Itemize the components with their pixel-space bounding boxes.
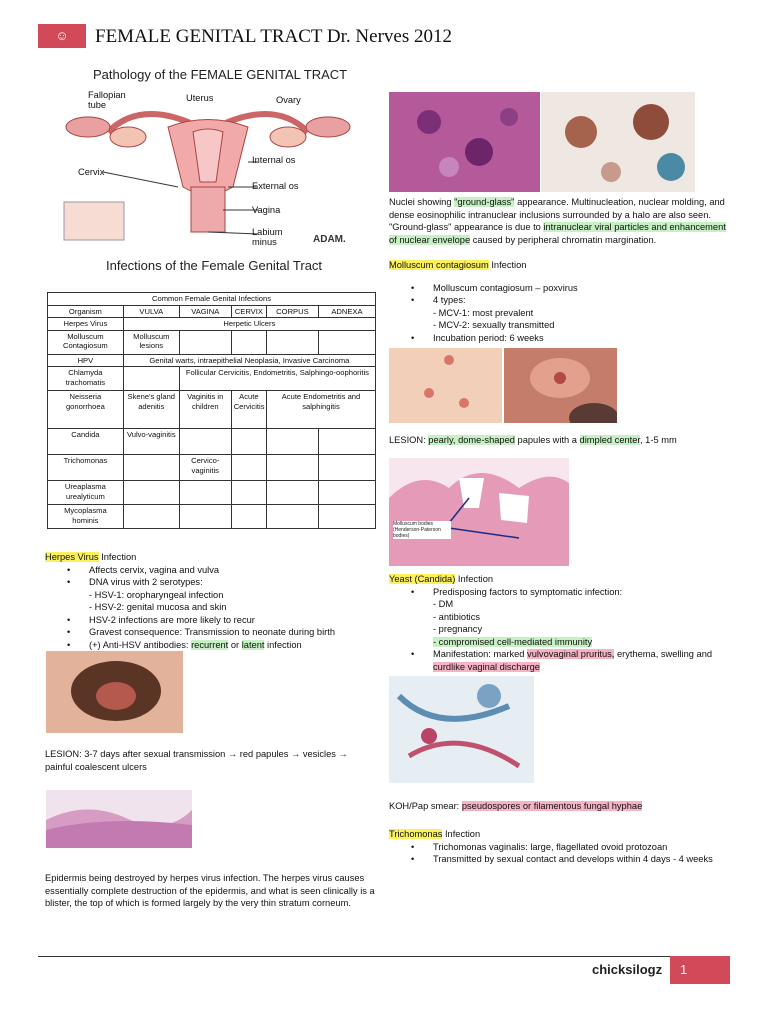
label-internal-os: Internal os — [252, 155, 296, 165]
molluscum-lesion-text: LESION: pearly, dome-shaped papules with a dimpled center, 1-5 mm — [389, 435, 677, 445]
ground-glass-caption: Nuclei showing "ground-glass" appearance. Multinucleation, nuclear molding, and dense eosinophilic intranuclear inclusions surrounded by a halo are also seen. "Ground-glass" appearance is due to intranuclear viral particles and enhancement of nuclear envelope caused by peripheral chromatin margination. — [389, 197, 726, 245]
label-external-os: External os — [252, 181, 299, 191]
herpes-lesion-photo — [46, 651, 183, 733]
table-row: Chlamyda trachomatis Follicular Cervicitis, Endometritis, Salphingo-oophoritis — [48, 367, 376, 391]
table-row: Mycoplasma hominis — [48, 505, 376, 529]
footer-divider — [38, 956, 730, 957]
molluscum-histology — [389, 458, 569, 566]
label-uterus: Uterus — [186, 93, 214, 103]
table-caption: Common Female Genital Infections — [48, 293, 376, 306]
label-cervix: Cervix — [78, 167, 105, 177]
smiley-icon: ☺ — [55, 28, 69, 43]
epidermis-caption: Epidermis being destroyed by herpes virus infection. The herpes virus causes essentially complete destruction of the epidermis, and what is seen clinically is a blister, the top of which is formed largely by the very thin stratum corneum. — [45, 873, 375, 908]
anatomy-diagram — [48, 92, 368, 252]
epidermis-histology — [46, 790, 192, 848]
th-corpus: CORPUS — [266, 305, 318, 318]
histology-label: Molluscum bodies (Henderson-Paterson bodies) — [393, 521, 451, 539]
molluscum-lesion-photo — [504, 348, 617, 423]
table-header-row — [48, 305, 376, 318]
label-vagina: Vagina — [252, 205, 281, 215]
table-row: Ureaplasma urealyticum — [48, 481, 376, 505]
herpes-section: Herpes Virus Infection • Affects cervix, vagina and vulva • DNA virus with 2 serotypes: - HSV-1: oropharyngeal infection - HSV-2: genital mucosa and skin • HSV-2 infections are more likely to recur • Gravest consequence: Transmission to neonate during birth • (+) Anti-HSV antibodies: recurrent or latent infection — [45, 551, 375, 651]
molluscum-section: Molluscum contagiosum Infection • Molluscum contagiosum – poxvirus • 4 types: - MCV-1: most prevalent - MCV-2: sexually transmitted • Incubation period: 6 weeks — [389, 259, 731, 344]
th-vagina: VAGINA — [179, 305, 231, 318]
table-row: Candida Vulvo-vaginitis — [48, 429, 376, 455]
table-row: Trichomonas Cervico-vaginitis — [48, 455, 376, 481]
pap-smear-cells — [541, 92, 695, 192]
page-title: FEMALE GENITAL TRACT Dr. Nerves 2012 — [95, 26, 452, 47]
label-ovary: Ovary — [276, 95, 301, 105]
table-row: Molluscum Contagiosum Molluscum lesions — [48, 330, 376, 354]
pathology-heading: Pathology of the FEMALE GENITAL TRACT — [93, 67, 348, 82]
label-labium: Labium minus — [252, 227, 283, 247]
herpes-lesion-text: LESION: 3-7 days after sexual transmission → red papules → vesicles → painful coalescent ulcers — [45, 749, 348, 772]
trichomonas-section: Trichomonas Infection • Trichomonas vaginalis: large, flagellated ovoid protozoan • Transmitted by sexual contact and develops within 4 days - 4 weeks — [389, 828, 731, 866]
infections-table — [47, 292, 376, 529]
candida-smear — [389, 676, 534, 783]
ground-glass-histology — [389, 92, 540, 192]
th-organism: Organism — [48, 305, 124, 318]
th-vulva: VULVA — [123, 305, 179, 318]
koh-text: KOH/Pap smear: pseudospores or filamentous fungal hyphae — [389, 801, 643, 811]
page-number: 1 — [670, 956, 730, 984]
table-row: Herpes Virus Herpetic Ulcers — [48, 318, 376, 331]
infections-heading: Infections of the Female Genital Tract — [106, 258, 323, 273]
footer-author: chicksilogz — [592, 962, 663, 977]
th-adnexa: ADNEXA — [318, 305, 375, 318]
th-cervix: CERVIX — [231, 305, 266, 318]
label-fallopian: Fallopian tube — [88, 90, 126, 110]
table-row: HPV Genital warts, intraepithelial Neoplasia, Invasive Carcinoma — [48, 354, 376, 367]
adam-logo: ADAM. — [313, 234, 346, 245]
table-row: Neisseria gonorrhoea Skene's gland adenitis Vaginitis in children Acute Cervicitis Acute Endometritis and salphingitis — [48, 391, 376, 429]
header-logo-box — [38, 24, 86, 48]
yeast-section: Yeast (Candida) Infection • Predisposing factors to symptomatic infection: - DM - antibiotics - pregnancy - compromised cell-mediated immunity • Manifestation: marked vulvovaginal pruritus, erythema, swelling and curdlike vaginal discharge — [389, 573, 731, 673]
molluscum-papules-photo — [389, 348, 502, 423]
